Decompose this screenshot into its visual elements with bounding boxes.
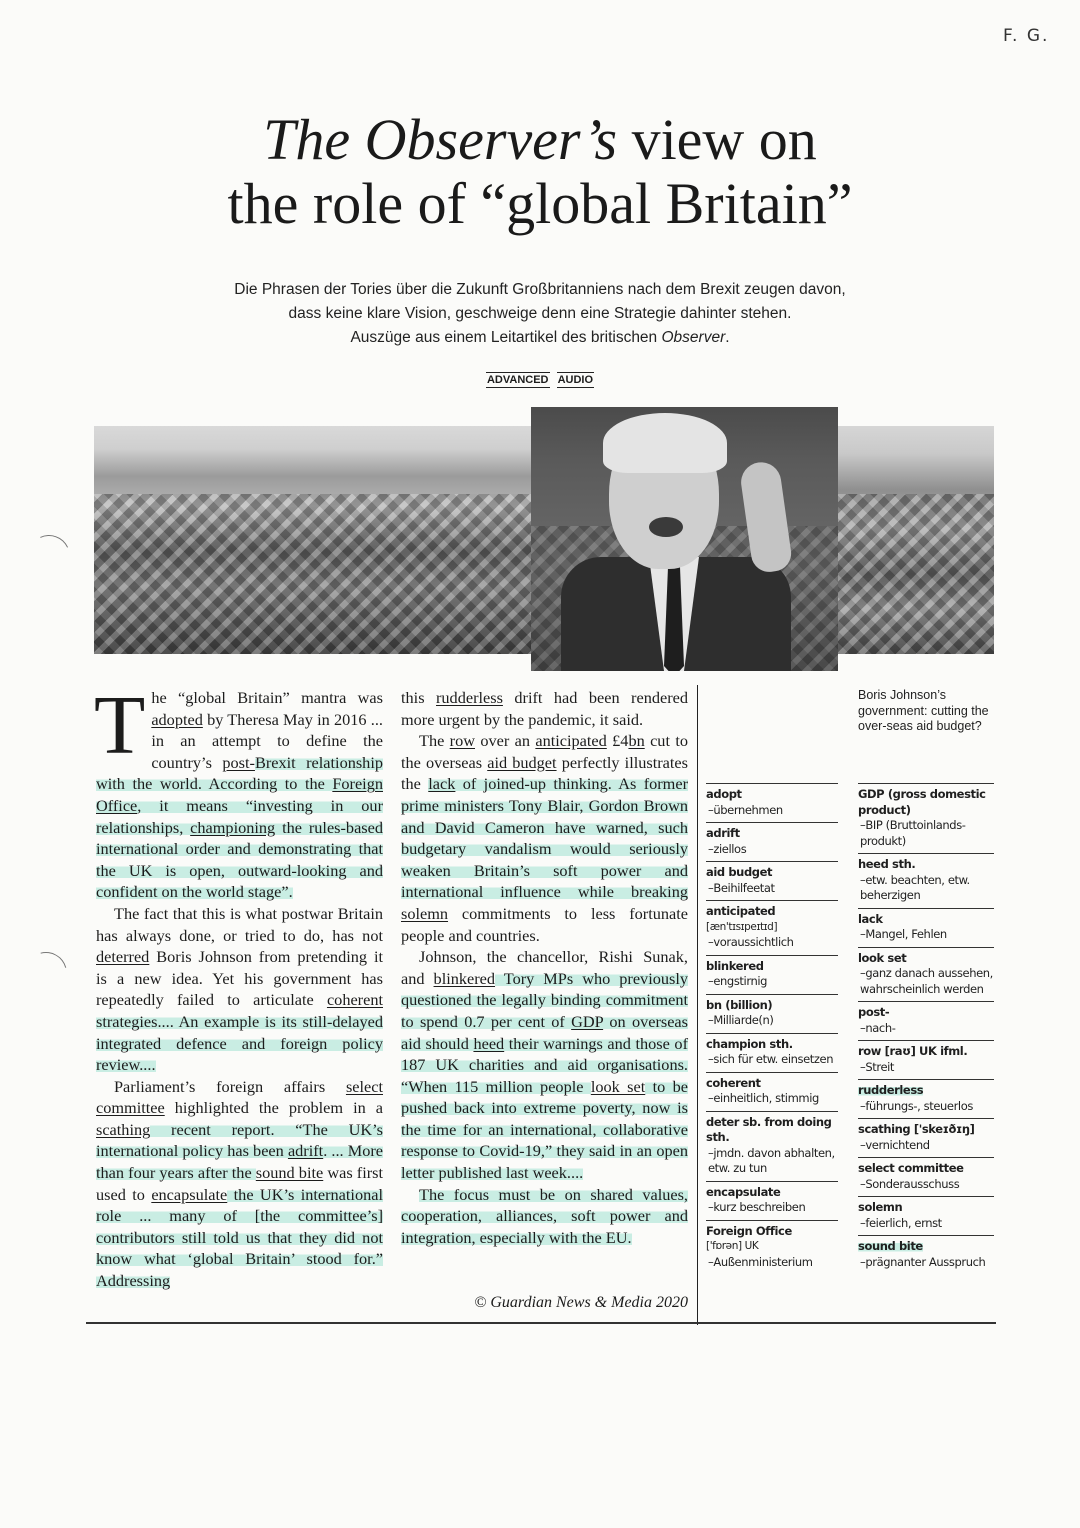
glossary-entry xyxy=(706,994,838,1033)
glossary-entry xyxy=(858,853,994,908)
glossary-entry xyxy=(858,1235,994,1274)
glossary-entry xyxy=(858,1040,994,1079)
text: The xyxy=(419,731,450,751)
vocab-word: bn xyxy=(628,731,645,751)
text: strategies.... An example is its still-delayed integrated defence and foreign policy review.... xyxy=(96,1011,383,1075)
drop-cap: T xyxy=(94,679,146,772)
vocab-word: select committee xyxy=(96,1076,383,1118)
glossary-term: anticipated xyxy=(706,904,776,918)
glossary-definition: – Mangel, Fehlen xyxy=(858,927,994,943)
glossary-term: select committee xyxy=(858,1161,964,1175)
glossary-term: deter sb. from doing sth. xyxy=(706,1114,832,1144)
intro-line-3 xyxy=(140,326,940,350)
text: £4 xyxy=(606,731,629,751)
article-paragraph xyxy=(401,730,688,946)
bottom-rule xyxy=(86,1322,996,1324)
text: their warnings and those of 187 UK charities and aid organisations. “When 115 million people xyxy=(401,1033,688,1096)
glossary-definition: – jmdn. davon abhalten, etw. zu tun xyxy=(706,1146,838,1177)
intro-line-1: Die Phrasen der Tories über die Zukunft Großbritanniens nach dem Brexit zeugen davon, xyxy=(234,281,846,298)
glossary-term: blinkered xyxy=(706,958,764,973)
margin-pencil-mark xyxy=(22,529,76,583)
glossary-definition: – BIP (Bruttoinlands-produkt) xyxy=(858,818,994,849)
page-title xyxy=(0,108,1080,236)
text: recent report. “The UK’s international policy has been xyxy=(96,1119,383,1161)
glossary-term: rudderless xyxy=(858,1083,924,1097)
glossary-entry xyxy=(706,1220,838,1275)
glossary-entry xyxy=(706,1111,838,1181)
figure-hair xyxy=(603,413,727,473)
glossary-entry xyxy=(706,955,838,994)
glossary-term: adrift xyxy=(706,826,740,840)
text: The fact that this is what postwar Britain has always done, or tried to do, has not xyxy=(96,903,383,945)
text: cut to the overseas xyxy=(401,731,688,772)
glossary-phonetic: [æn'tɪsɪpeɪtɪd] xyxy=(706,920,778,933)
vocab-word: Foreign Office xyxy=(96,774,383,815)
article-paragraph xyxy=(96,903,383,1076)
glossary-term: champion sth. xyxy=(706,1036,793,1051)
glossary-entry xyxy=(858,1157,994,1196)
title-italic: The Observer’s xyxy=(263,107,618,172)
glossary-entry xyxy=(858,1196,994,1235)
glossary-entry xyxy=(706,822,838,861)
glossary-definition: – nach- xyxy=(858,1021,994,1037)
vocab-word: rudderless xyxy=(436,688,503,707)
glossary-entry xyxy=(706,900,838,955)
glossary-entry xyxy=(858,1118,994,1157)
article-column-1 xyxy=(94,679,384,1292)
vocab-word: coherent xyxy=(326,990,383,1010)
vocab-word: encapsulate xyxy=(151,1184,228,1204)
text: Johnson, the chancellor, Rishi Sunak, and xyxy=(401,947,688,988)
glossary-definition: – Außenministerium xyxy=(706,1255,838,1271)
glossary-definition: – engstirnig xyxy=(706,974,838,990)
title-line1-rest: view on xyxy=(617,107,817,172)
glossary-definition: – einheitlich, stimmig xyxy=(706,1091,838,1107)
glossary-term: lack xyxy=(858,911,883,926)
glossary-term: coherent xyxy=(706,1075,761,1090)
photo-caption: Boris Johnson’s government: cutting the over-seas aid budget? xyxy=(858,688,989,733)
vocab-word: adrift xyxy=(287,1141,324,1161)
text: this xyxy=(401,688,436,707)
vocab-word: scathing xyxy=(96,1119,151,1139)
glossary-entry xyxy=(858,947,994,1002)
glossary-term: look set xyxy=(858,950,907,965)
vocab-word: aid budget xyxy=(487,752,557,772)
glossary-entry xyxy=(858,783,994,853)
glossary-term: row [raʊ] UK ifml. xyxy=(858,1044,968,1058)
vocab-word: row xyxy=(449,731,475,751)
glossary-definition: – prägnanter Ausspruch xyxy=(858,1255,994,1271)
glossary-definition: – vernichtend xyxy=(858,1138,994,1154)
text: Brexit relationship with the world. According to the xyxy=(96,752,383,794)
text: the rules-based international order and demonstrating that the UK is open, outward-looking and confident on the world stage”. xyxy=(96,817,384,902)
glossary-phonetic: ['fɒrən] UK xyxy=(706,1240,759,1252)
vocab-word: adopted xyxy=(151,709,203,729)
article-paragraph xyxy=(401,946,688,1184)
text: drift had been rendered more urgent by the pandemic, it said. xyxy=(401,688,688,729)
text: , it means “investing in our relationships, xyxy=(96,795,383,837)
vocab-word: deterred xyxy=(96,947,150,967)
text: the UK’s international role ... many of [the committee’s] contributors still told us that they did not know what ‘global Britain’ stood for.” Addressing xyxy=(96,1184,383,1291)
figure-mouth xyxy=(649,517,683,537)
vocab-word: championing xyxy=(190,817,276,837)
glossary-term: encapsulate xyxy=(706,1184,781,1199)
article-column-2 xyxy=(401,687,688,1248)
glossary-term: aid budget xyxy=(706,865,773,879)
text: perfectly illustrates the xyxy=(401,752,688,794)
vocab-word: anticipated xyxy=(535,731,607,751)
vocab-word: blinkered xyxy=(433,968,496,988)
glossary-entry xyxy=(706,1072,838,1111)
column-divider xyxy=(697,685,698,1325)
glossary-term: heed sth. xyxy=(858,857,916,871)
badge-advanced: ADVANCED xyxy=(486,374,549,386)
vocab-word: post- xyxy=(222,752,255,772)
glossary-definition: – feierlich, ernst xyxy=(858,1216,994,1232)
vocab-word: lack xyxy=(428,774,456,794)
glossary-definition: – übernehmen xyxy=(706,803,838,819)
glossary-entry xyxy=(706,783,838,822)
copyright-credit: © Guardian News & Media 2020 xyxy=(474,1294,688,1311)
glossary-definition: – kurz beschreiben xyxy=(706,1200,838,1216)
glossary-term: Foreign Office xyxy=(706,1223,792,1238)
glossary-entry xyxy=(858,908,994,947)
photo-tent-camp-left xyxy=(94,426,532,654)
text: by Theresa May in 2016 ... in an attempt to define the country’s xyxy=(151,709,383,772)
level-badges xyxy=(0,372,1080,388)
article-paragraph xyxy=(94,679,384,903)
text: commitments to less fortunate people and countries. xyxy=(401,903,688,945)
margin-pencil-mark xyxy=(17,944,74,1001)
text: he “global Britain” mantra was xyxy=(151,688,383,707)
glossary-term: scathing ['skeɪðɪŋ] xyxy=(858,1122,975,1136)
glossary-term: bn (billion) xyxy=(706,997,773,1012)
glossary-term: sound bite xyxy=(858,1239,923,1253)
glossary-definition: – Beihilfeetat xyxy=(706,881,838,897)
vocab-word: look set xyxy=(590,1076,646,1096)
glossary-entry xyxy=(706,1181,838,1220)
intro-line-3-prefix: Auszüge aus einem Leitartikel des britischen xyxy=(350,329,662,346)
vocab-word: heed xyxy=(473,1033,505,1053)
text: The focus must be on shared values, cooperation, alliances, soft power and integration, especially with the EU. xyxy=(401,1184,688,1247)
glossary-term: post- xyxy=(858,1005,890,1019)
glossary-definition: – Streit xyxy=(858,1060,994,1076)
intro-standfirst xyxy=(140,278,940,350)
glossary-definition: – voraussichtlich xyxy=(706,935,838,951)
intro-line-3-italic: Observer xyxy=(661,329,726,346)
photo-tent-camp-right xyxy=(838,426,994,654)
glossary-term: GDP (gross domestic product) xyxy=(858,787,986,817)
glossary-definition: – etw. beachten, etw. beherzigen xyxy=(858,873,994,904)
glossary-term: adopt xyxy=(706,787,742,801)
glossary-entry xyxy=(858,1001,994,1040)
glossary-definition: – ganz danach aussehen, wahrscheinlich werden xyxy=(858,966,994,997)
text: Tory MPs who previously questioned the legally binding commitment to spend 0.7 per cent of xyxy=(401,968,689,1031)
article-paragraph xyxy=(401,1184,688,1249)
glossary-column-2 xyxy=(858,783,994,1274)
vocab-word: GDP xyxy=(571,1011,604,1031)
text: on overseas aid should xyxy=(401,1011,688,1053)
glossary-entry xyxy=(706,1033,838,1072)
text: highlighted the problem in a xyxy=(164,1098,383,1118)
text: . ... More than four years after the xyxy=(96,1141,384,1183)
title-line2: the role of “global Britain” xyxy=(227,171,853,236)
vocab-word: sound bite xyxy=(255,1163,324,1183)
vocab-word: solemn xyxy=(401,903,449,923)
glossary-definition: – Milliarde(n) xyxy=(706,1013,838,1029)
glossary-entry xyxy=(858,1079,994,1118)
badge-audio: AUDIO xyxy=(557,374,594,386)
intro-line-3-suffix: . xyxy=(725,329,730,346)
glossary-definition: – Sonderausschuss xyxy=(858,1177,994,1193)
text: to be pushed back into extreme poverty, now is the time for an international, collaborative response to Covid-19,” they said in an open letter published last week.... xyxy=(401,1076,688,1183)
glossary-definition: – führungs-, steuerlos xyxy=(858,1099,994,1115)
glossary-column-1 xyxy=(706,783,838,1274)
photo-boris-johnson xyxy=(531,407,838,671)
text: of joined-up thinking. As former prime ministers Tony Blair, Gordon Brown and David Cameron have warned, such budgetary vandalism would seriously weaken Britain’s soft power and international influence while breaking xyxy=(401,774,688,902)
text: over an xyxy=(475,731,536,751)
glossary-definition: – sich für etw. einsetzen xyxy=(706,1052,838,1068)
handwritten-note: F. G. xyxy=(1003,26,1050,46)
glossary-term: solemn xyxy=(858,1200,903,1214)
article-paragraph xyxy=(401,687,688,730)
glossary-definition: – ziellos xyxy=(706,842,838,858)
article-paragraph xyxy=(96,1076,383,1292)
text: Boris Johnson from pretending it is a new idea. Yet his government has repeatedly failed to articulate xyxy=(96,947,383,1010)
intro-line-2: dass keine klare Vision, geschweige denn eine Strategie dahinter stehen. xyxy=(288,305,792,322)
text: was first used to xyxy=(96,1163,384,1204)
glossary-entry xyxy=(706,861,838,900)
text: Parliament’s foreign affairs xyxy=(114,1076,346,1096)
